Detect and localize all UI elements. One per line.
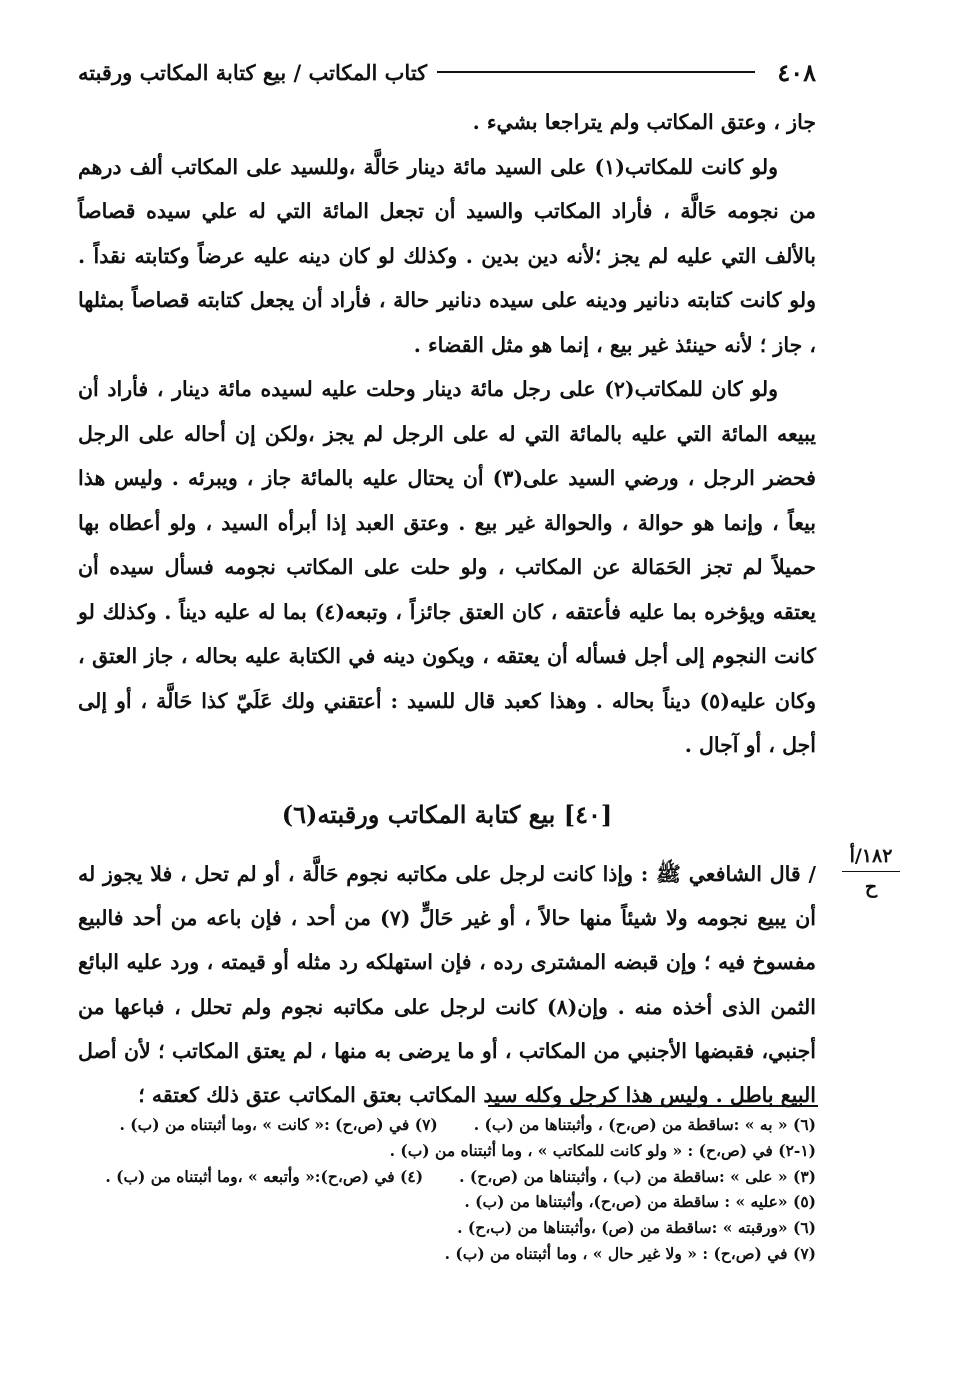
- manuscript-folio-note: [836, 845, 906, 898]
- footnote-separator: [488, 1105, 818, 1107]
- footnote: (٥) «عليه » : ساقطة من (ص،ح)، وأثبتناها من (ب) .: [464, 1192, 816, 1212]
- section-heading: [٤٠] بيع كتابة المكاتب ورقبته(٦): [281, 800, 613, 829]
- header-rule: [437, 71, 755, 73]
- paragraph: ولو كانت للمكاتب(١) على السيد مائة دينار حَالَّة ،وللسيد على المكاتب ألف درهم من نجومه حَالَّة ، فأراد المكاتب والسيد أن تجعل المائة التي له علي سيده قصاصاً بالألف التي عليه لم يجز ؛لأنه دين بدين . وكذلك لو كان دينه عليه عرضاً وكتابته نقداً . ولو كانت كتابته دنانير ودينه على سيده دنانير حالة ، فأراد أن يجعل كتابته قصاصاً بمثلها ، جاز ؛ لأنه حينئذ غير بيع ، إنما هو مثل القضاء .: [78, 154, 816, 357]
- page-header: [78, 52, 816, 92]
- section-text: [78, 852, 816, 1117]
- folio-rule: [842, 871, 900, 872]
- continuation-line: جاز ، وعتق المكاتب ولم يتراجعا بشيء .: [472, 110, 816, 134]
- footnotes: [78, 1112, 816, 1267]
- footnote-line: [78, 1112, 816, 1138]
- manuscript-siglum: ح: [864, 876, 878, 898]
- footnote: (٧) في (ص،ح) :« كانت » ،وما أثبتناه من (ب) .: [119, 1115, 438, 1134]
- footnote-line: [78, 1189, 816, 1215]
- paragraph: / قال الشافعي ﷺ : وإذا كانت لرجل على مكاتبه نجوم حَالَّة ، أو لم تحل ، فلا يجوز له أن يبيع نجومه ولا شيئاً منها حالاً ، أو غير حَالٍّ (٧) من أحد ، فإن باعه من أحد فالبيع مفسوخ فيه ؛ وإن قبضه المشترى رده ، فإن استهلكه رد مثله أو قيمته ، ورد عليه البائع الثمن الذى أخذه منه . وإن(٨) كانت لرجل على مكاتبه نجوم ولم تحلل ، فباعها من أجنبي، فقبضها الأجنبي من المكاتب ، أو ما يرضى به منها ، لم يعتق المكاتب ؛ لأن أصل البيع باطل . وليس هذا كرجل وكله سيد المكاتب بعتق المكاتب عتق ذلك كعتقه ؛: [78, 862, 816, 1108]
- footnote: (١-٢) في (ص،ح) : « ولو كانت للمكاتب » ، وما أثبتناه من (ب) .: [389, 1140, 816, 1160]
- running-title: كتاب المكاتب / بيع كتابة المكاتب ورقبته: [78, 59, 428, 85]
- footnote-line: [78, 1138, 816, 1164]
- footnote-line: [78, 1215, 816, 1241]
- footnote: (٦) «ورقبته » :ساقطة من (ص) ،وأثبتناها من (ب،ح) .: [457, 1218, 816, 1238]
- page-number: ٤٠٨: [777, 57, 816, 87]
- folio-number: ١٨٢/أ: [849, 845, 893, 867]
- footnote: (٤) في (ص،ح):« وأتبعه » ،وما أثبتناه من (ب) .: [105, 1166, 424, 1186]
- main-text: [78, 100, 816, 768]
- footnote-line: [78, 1164, 816, 1190]
- paragraph: ولو كان للمكاتب(٢) على رجل مائة دينار وحلت عليه لسيده مائة دينار ، فأراد أن يبيعه المائة التي عليه بالمائة التي له على الرجل لم يجز ،ولكن إن أحاله على الرجل فحضر الرجل ، ورضي السيد على(٣) أن يحتال عليه بالمائة جاز ، ويبرئه . وليس هذا بيعاً ، وإنما هو حوالة ، والحوالة غير بيع . وعتق العبد إذا أبرأه السيد ، ولو أعطاه بها حميلاً لم تجز الحَمَالة عن المكاتب ، ولو حلت على المكاتب نجومه فسأل سيده أن يعتقه ويؤخره بما عليه فأعتقه ، كان العتق جائزاً ، وتبعه(٤) بما له عليه ديناً . وكذلك لو كانت النجوم إلى أجل فسأله أن يعتقه ، ويكون دينه في الكتابة عليه بحاله ، جاز العتق ، وكان عليه(٥) ديناً بحاله . وهذا كعبد قال للسيد : أعتقني ولك عَلَيّ كذا حَالَّة ، أو إلى أجل ، أو آجال .: [78, 377, 816, 757]
- footnote-line: [78, 1241, 816, 1267]
- footnote: (٧) في (ص،ح) : « ولا غير حال » ، وما أثبتناه من (ب) .: [444, 1243, 816, 1263]
- footnote: (٣) « على » :ساقطة من (ب) ، وأثبتناها من (ص،ح) .: [459, 1166, 816, 1186]
- footnote: (٦) « به » :ساقطة من (ص،ح) ، وأثبتناها من (ب) .: [473, 1115, 816, 1134]
